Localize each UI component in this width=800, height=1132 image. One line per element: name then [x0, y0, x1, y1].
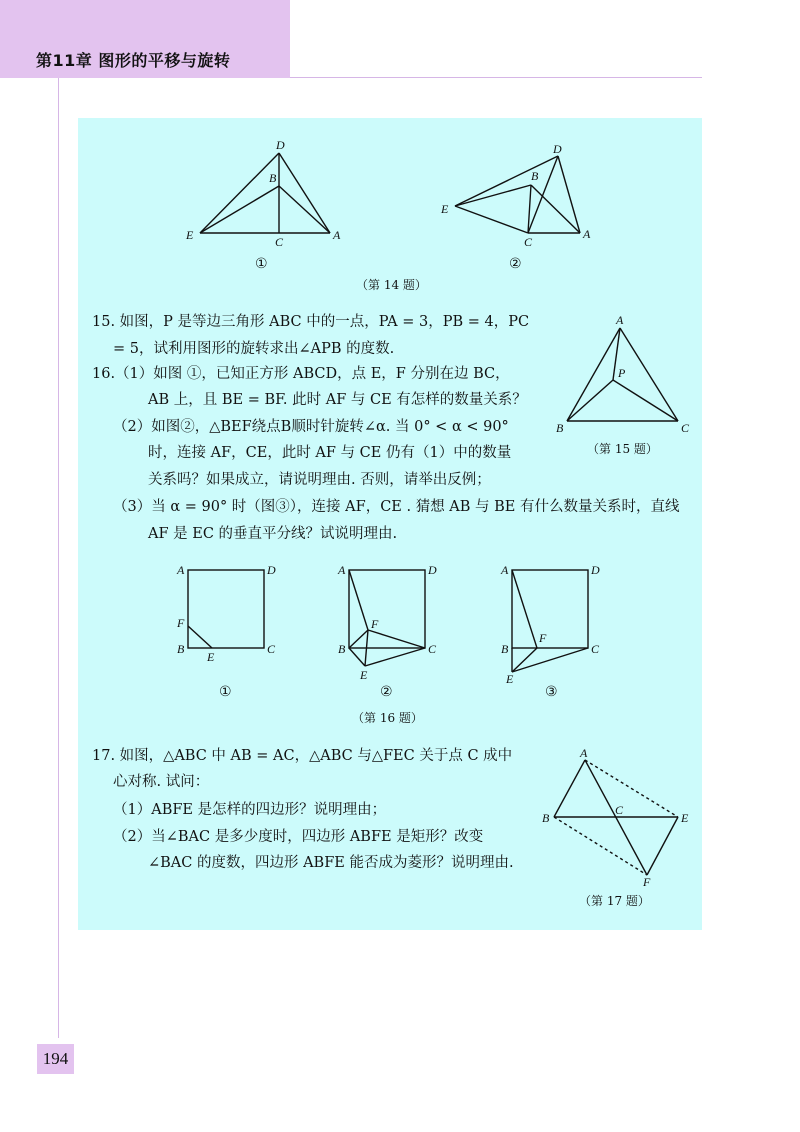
fig16-sub3-number: ③	[545, 684, 558, 700]
fig16-1-label-B: B	[177, 642, 185, 656]
fig14-caption: （第 14 题）	[356, 278, 427, 292]
fig16-sub2-number: ②	[380, 684, 393, 700]
figure-17	[554, 760, 678, 875]
fig14-sub2-number: ②	[509, 256, 522, 272]
figure-16-2	[349, 570, 425, 666]
fig14-2-label-A: A	[583, 227, 591, 241]
fig17-label-C: C	[615, 803, 624, 817]
fig16-caption: （第 16 题）	[352, 711, 423, 725]
fig16-3-label-C: C	[591, 642, 600, 656]
fig15-label-B: B	[556, 421, 564, 435]
figure-14-2	[455, 156, 580, 233]
fig16-3-label-F: F	[539, 631, 547, 645]
fig14-1-label-D: D	[276, 138, 285, 152]
page-number: 194	[42, 1049, 69, 1068]
problem-15-line-2: = 5，试利用图形的旋转求出∠APB 的度数.	[113, 341, 395, 357]
problem-16-line-6: （3）当 α = 90° 时（图③），连接 AF，CE . 猜想 AB 与 BE 有什么数量关系时，直线	[113, 499, 680, 515]
fig16-2-label-A: A	[338, 563, 346, 577]
problem-17-line-2: 心对称. 试问：	[113, 774, 210, 790]
figure-14-1	[200, 153, 330, 233]
chapter-title: 第11章 图形的平移与旋转	[36, 51, 231, 70]
fig14-1-label-A: A	[333, 228, 341, 242]
page-number-box	[37, 1044, 74, 1074]
fig14-2-label-C: C	[524, 235, 533, 249]
fig14-1-label-C: C	[275, 235, 284, 249]
fig17-label-E: E	[681, 811, 689, 825]
fig14-1-label-B: B	[269, 171, 277, 185]
fig16-1-label-D: D	[267, 563, 276, 577]
fig14-2-label-B: B	[531, 169, 539, 183]
problem-16-line-1: 16.（1）如图 ①，已知正方形 ABCD，点 E，F 分别在边 BC，	[92, 366, 510, 382]
fig15-label-A: A	[616, 313, 624, 327]
fig16-3-label-B: B	[501, 642, 509, 656]
fig17-label-B: B	[542, 811, 550, 825]
problem-16-line-5: 关系吗？如果成立，请说明理由. 否则，请举出反例；	[148, 472, 491, 488]
problem-17-line-3: （1）ABFE 是怎样的四边形？说明理由；	[113, 802, 387, 818]
fig16-2-label-B: B	[338, 642, 346, 656]
fig15-label-P: P	[618, 366, 626, 380]
fig16-2-label-C: C	[428, 642, 437, 656]
fig14-2-label-E: E	[441, 202, 449, 216]
problem-17-line-5: ∠BAC 的度数，四边形 ABFE 能否成为菱形？说明理由.	[148, 855, 514, 871]
fig16-3-label-A: A	[501, 563, 509, 577]
fig16-1-label-E: E	[207, 650, 215, 664]
fig16-2-label-F: F	[371, 617, 379, 631]
fig16-3-label-E: E	[506, 672, 514, 686]
problem-16-line-7: AF 是 EC 的垂直平分线？试说明理由.	[148, 526, 398, 542]
fig16-3-label-D: D	[591, 563, 600, 577]
fig16-sub1-number: ①	[219, 684, 232, 700]
problem-17-line-1: 17. 如图，△ABC 中 AB = AC，△ABC 与△FEC 关于点 C 成中	[92, 748, 513, 764]
fig17-label-A: A	[580, 746, 588, 760]
figure-16-3	[512, 570, 588, 672]
fig17-caption: （第 17 题）	[579, 894, 650, 908]
problem-16-line-3: （2）如图②，△BEF绕点B顺时针旋转∠α. 当 0° < α < 90°	[113, 419, 509, 435]
fig14-sub1-number: ①	[255, 256, 268, 272]
problem-15-line-1: 15. 如图，P 是等边三角形 ABC 中的一点，PA = 3，PB = 4，PC	[92, 314, 530, 330]
fig16-2-label-E: E	[360, 668, 368, 682]
figure-16-1	[188, 570, 264, 648]
fig14-1-label-E: E	[186, 228, 194, 242]
fig15-caption: （第 15 题）	[587, 442, 658, 456]
problem-16-line-4: 时，连接 AF，CE，此时 AF 与 CE 仍有（1）中的数量	[148, 445, 512, 461]
problem-17-line-4: （2）当∠BAC 是多少度时，四边形 ABFE 是矩形？改变	[113, 829, 484, 845]
fig17-label-F: F	[643, 875, 651, 889]
fig16-1-label-A: A	[177, 563, 185, 577]
fig15-label-C: C	[681, 421, 690, 435]
fig14-2-label-D: D	[553, 142, 562, 156]
problem-16-line-2: AB 上，且 BE = BF. 此时 AF 与 CE 有怎样的数量关系？	[148, 392, 527, 408]
fig16-1-label-C: C	[267, 642, 276, 656]
fig16-1-label-F: F	[177, 616, 185, 630]
fig16-2-label-D: D	[428, 563, 437, 577]
